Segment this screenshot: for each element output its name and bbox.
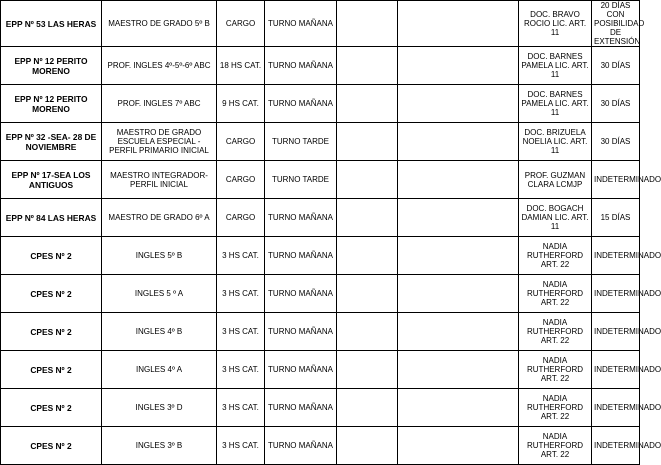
shift-cell: TURNO MAÑANA bbox=[265, 47, 337, 85]
empty-cell bbox=[337, 161, 398, 199]
empty-cell bbox=[337, 351, 398, 389]
table-row bbox=[1, 313, 640, 351]
duration-cell: 30 DÍAS bbox=[592, 47, 640, 85]
load-cell: 3 HS CAT. bbox=[217, 389, 265, 427]
table-row bbox=[1, 1, 640, 47]
school-cell: EPP Nº 32 -SEA- 28 DE NOVIEMBRE bbox=[1, 123, 102, 161]
table-row bbox=[1, 85, 640, 123]
duration-cell: INDETERMINADO bbox=[592, 389, 640, 427]
empty-cell bbox=[337, 389, 398, 427]
shift-cell: TURNO MAÑANA bbox=[265, 237, 337, 275]
shift-cell: TURNO MAÑANA bbox=[265, 1, 337, 47]
position-cell: INGLES 4º B bbox=[102, 313, 217, 351]
position-cell: MAESTRO INTEGRADOR- PERFIL INICIAL bbox=[102, 161, 217, 199]
shift-cell: TURNO TARDE bbox=[265, 161, 337, 199]
load-cell: CARGO bbox=[217, 161, 265, 199]
position-cell: PROF. INGLES 7º ABC bbox=[102, 85, 217, 123]
shift-cell: TURNO MAÑANA bbox=[265, 389, 337, 427]
empty-cell bbox=[398, 161, 519, 199]
position-cell: INGLES 5º B bbox=[102, 237, 217, 275]
teacher-cell: NADIA RUTHERFORD ART. 22 bbox=[519, 313, 592, 351]
duration-cell: INDETERMINADO bbox=[592, 313, 640, 351]
empty-cell bbox=[337, 427, 398, 465]
shift-cell: TURNO TARDE bbox=[265, 123, 337, 161]
table-row bbox=[1, 237, 640, 275]
duration-cell: 30 DÍAS bbox=[592, 85, 640, 123]
duration-cell: INDETERMINADO bbox=[592, 351, 640, 389]
table-row bbox=[1, 123, 640, 161]
teacher-cell: DOC. BOGACH DAMIAN LIC. ART. 11 bbox=[519, 199, 592, 237]
school-cell: CPES Nº 2 bbox=[1, 313, 102, 351]
load-cell: 3 HS CAT. bbox=[217, 313, 265, 351]
position-cell: MAESTRO DE GRADO 6º A bbox=[102, 199, 217, 237]
school-cell: EPP Nº 84 LAS HERAS bbox=[1, 199, 102, 237]
empty-cell bbox=[398, 199, 519, 237]
empty-cell bbox=[398, 123, 519, 161]
position-cell: INGLES 4º A bbox=[102, 351, 217, 389]
school-cell: CPES Nº 2 bbox=[1, 389, 102, 427]
duration-cell: 20 DÍAS CON POSIBILIDAD DE EXTENSIÓN bbox=[592, 1, 640, 47]
duration-cell: INDETERMINADO bbox=[592, 275, 640, 313]
load-cell: 3 HS CAT. bbox=[217, 427, 265, 465]
empty-cell bbox=[398, 85, 519, 123]
position-cell: INGLES 3º D bbox=[102, 389, 217, 427]
load-cell: CARGO bbox=[217, 1, 265, 47]
duration-cell: 30 DÍAS bbox=[592, 123, 640, 161]
school-cell: EPP Nº 12 PERITO MORENO bbox=[1, 47, 102, 85]
empty-cell bbox=[398, 313, 519, 351]
shift-cell: TURNO MAÑANA bbox=[265, 275, 337, 313]
position-cell: MAESTRO DE GRADO 5º B bbox=[102, 1, 217, 47]
empty-cell bbox=[398, 389, 519, 427]
empty-cell bbox=[398, 427, 519, 465]
load-cell: 3 HS CAT. bbox=[217, 275, 265, 313]
school-cell: EPP Nº 12 PERITO MORENO bbox=[1, 85, 102, 123]
duration-cell: INDETERMINADO bbox=[592, 237, 640, 275]
empty-cell bbox=[337, 199, 398, 237]
teacher-cell: NADIA RUTHERFORD ART. 22 bbox=[519, 237, 592, 275]
position-cell: PROF. INGLES 4º-5º-6º ABC bbox=[102, 47, 217, 85]
table-row bbox=[1, 47, 640, 85]
duration-cell: 15 DÍAS bbox=[592, 199, 640, 237]
school-cell: CPES Nº 2 bbox=[1, 427, 102, 465]
teacher-cell: DOC. BRIZUELA NOELIA LIC. ART. 11 bbox=[519, 123, 592, 161]
empty-cell bbox=[398, 1, 519, 47]
shift-cell: TURNO MAÑANA bbox=[265, 351, 337, 389]
teacher-cell: NADIA RUTHERFORD ART. 22 bbox=[519, 351, 592, 389]
duration-cell: INDETERMINADO bbox=[592, 427, 640, 465]
teacher-cell: NADIA RUTHERFORD ART. 22 bbox=[519, 427, 592, 465]
teacher-cell: DOC. BRAVO ROCIO LIC. ART. 11 bbox=[519, 1, 592, 47]
position-cell: INGLES 5 º A bbox=[102, 275, 217, 313]
table-row bbox=[1, 351, 640, 389]
teacher-cell: DOC. BARNES PAMELA LIC. ART. 11 bbox=[519, 85, 592, 123]
load-cell: 18 HS CAT. bbox=[217, 47, 265, 85]
teacher-cell: DOC. BARNES PAMELA LIC. ART. 11 bbox=[519, 47, 592, 85]
teacher-cell: PROF. GUZMAN CLARA LCMJP bbox=[519, 161, 592, 199]
table-row bbox=[1, 427, 640, 465]
empty-cell bbox=[337, 1, 398, 47]
load-cell: 9 HS CAT. bbox=[217, 85, 265, 123]
load-cell: 3 HS CAT. bbox=[217, 351, 265, 389]
shift-cell: TURNO MAÑANA bbox=[265, 427, 337, 465]
school-cell: EPP Nº 53 LAS HERAS bbox=[1, 1, 102, 47]
position-cell: MAESTRO DE GRADO ESCUELA ESPECIAL -PERFIL PRIMARIO INICIAL bbox=[102, 123, 217, 161]
empty-cell bbox=[337, 123, 398, 161]
empty-cell bbox=[398, 237, 519, 275]
school-cell: CPES Nº 2 bbox=[1, 351, 102, 389]
position-cell: INGLES 3º B bbox=[102, 427, 217, 465]
school-cell: CPES Nº 2 bbox=[1, 237, 102, 275]
empty-cell bbox=[398, 47, 519, 85]
shift-cell: TURNO MAÑANA bbox=[265, 313, 337, 351]
duration-cell: INDETERMINADO bbox=[592, 161, 640, 199]
load-cell: 3 HS CAT. bbox=[217, 237, 265, 275]
load-cell: CARGO bbox=[217, 199, 265, 237]
teacher-cell: NADIA RUTHERFORD ART. 22 bbox=[519, 389, 592, 427]
empty-cell bbox=[337, 47, 398, 85]
shift-cell: TURNO MAÑANA bbox=[265, 199, 337, 237]
empty-cell bbox=[398, 351, 519, 389]
school-cell: EPP Nº 17-SEA LOS ANTIGUOS bbox=[1, 161, 102, 199]
table-row bbox=[1, 275, 640, 313]
shift-cell: TURNO MAÑANA bbox=[265, 85, 337, 123]
table-row bbox=[1, 161, 640, 199]
load-cell: CARGO bbox=[217, 123, 265, 161]
table-row bbox=[1, 389, 640, 427]
table-body bbox=[1, 1, 661, 465]
empty-cell bbox=[337, 237, 398, 275]
table-row bbox=[1, 199, 640, 237]
empty-cell bbox=[337, 275, 398, 313]
empty-cell bbox=[398, 275, 519, 313]
teacher-cell: NADIA RUTHERFORD ART. 22 bbox=[519, 275, 592, 313]
school-cell: CPES Nº 2 bbox=[1, 275, 102, 313]
empty-cell bbox=[337, 85, 398, 123]
empty-cell bbox=[337, 313, 398, 351]
